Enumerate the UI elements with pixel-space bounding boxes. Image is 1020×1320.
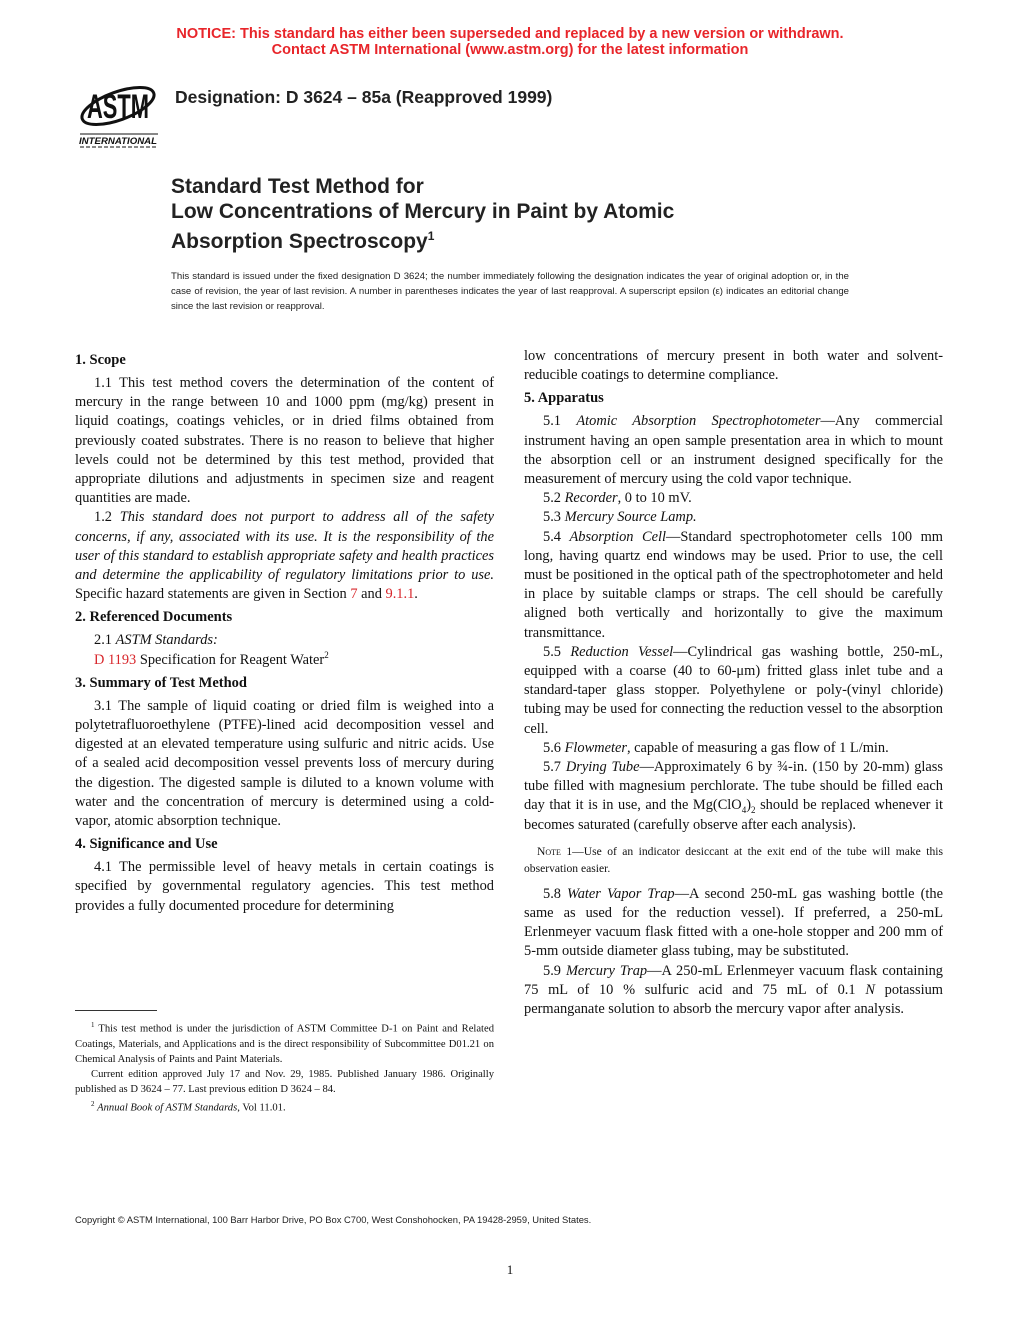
document-title [171, 174, 674, 254]
title-line-2: Low Concentrations of Mercury in Paint by Atomic [171, 200, 675, 223]
paragraph [75, 508, 494, 604]
text-run: This test method is under the jurisdiction of ASTM Committee D-1 on Paint and Related Coatings, Materials, and Applications and is the direct responsibility of Subcommittee D01.21 on Chemical Analysis of Paints and Paint Materials. [75, 1023, 494, 1065]
text-run: 5.2 [543, 490, 565, 507]
text-run: Absorption Cell [569, 528, 666, 545]
text-run: —Approximately 6 by ¾-in. (150 by 20-mm) glass tube filled with magnesium perchlorate. The tube should be filled each day that it is in use, and the Mg(ClO [524, 759, 944, 814]
paragraph [75, 858, 494, 916]
text-run: Note 1 [537, 844, 573, 858]
text-run: 2 [91, 1099, 95, 1108]
cross-reference-link[interactable]: D 1193 [94, 651, 137, 668]
section-heading: 2. Referenced Documents [75, 609, 233, 626]
text-run: ASTM Standards: [115, 632, 218, 649]
text-run: Water Vapor Trap [567, 885, 675, 902]
paragraph [524, 508, 943, 527]
text-run: —Any commercial instrument having an open sample presentation area in which to mount the absorption cell or an instrument designed specifically for the measurement of mercury using the cold vapor technique. [524, 413, 943, 488]
text-run: , Vol 11.01. [237, 1102, 286, 1114]
title-line-3 [171, 224, 674, 254]
text-run: and [357, 586, 386, 603]
right-column [524, 347, 943, 1019]
text-run: 5.1 [543, 413, 577, 430]
paragraph [75, 374, 494, 508]
paragraph [75, 631, 494, 650]
text-run: Current edition approved July 17 and Nov. 29, 1985. Published January 1986. Originally published as D 3624 – 77. Last previous edition D 3624 – 84. [75, 1068, 494, 1095]
paragraph [75, 697, 494, 831]
paragraph [524, 962, 943, 1020]
paragraph [524, 739, 943, 758]
text-run: , 0 to 10 mV. [617, 490, 692, 507]
text-run: Mercury Trap [565, 962, 648, 979]
paragraph [75, 651, 494, 670]
text-run: —Standard spectrophotometer cells 100 mm long, having quartz end windows may be used. Prior to use, the cell must be positioned in the optical path of the spectrophotometer and held in place by suitable clamps or straps. The cell should be carefully aligned both vertically and horizontally to give the maximum transmittance. [524, 528, 943, 641]
text-run: 1.2 [94, 509, 120, 526]
issued-note: This standard is issued under the fixed designation D 3624; the number immediately following the designation indicates the year of original adoption or, in the case of revision, the year of last revision. A number in parentheses indicates the year of last reapproval. A superscript epsilon (ε) indicates an editorial change since the last revision or reapproval. [171, 271, 849, 312]
text-run: 5.5 [543, 643, 571, 660]
text-run: 1.1 This test method covers the determination of the content of mercury in the range between 10 and 1000 ppm (mg/kg) present in liquid coatings, coatings vehicles, or in dried films obtained from previously coated substrates. There is no reason to believe that higher levels could not be determined by this test method, provided that appropriate dilutions and adjustments in specimen size and reagent quantities are made. [75, 375, 494, 507]
text-run: potassium permanganate solution to absorb the mercury vapor after analysis. [524, 981, 943, 1018]
text-run: 4 [741, 805, 747, 816]
text-run: 4.1 The permissible level of heavy metals in certain coatings is specified by governmental regulatory agencies. This test method provides a fully documented procedure for determining [75, 859, 494, 914]
svg-text:ASTM: ASTM [87, 88, 149, 126]
section-heading: 5. Apparatus [524, 390, 604, 407]
text-run: 2.1 [94, 632, 116, 649]
text-run: —A 250-mL Erlenmeyer vacuum flask containing 75 mL of 10 % sulfuric acid and 75 mL of 0.1 [524, 962, 943, 998]
text-run: 5.7 [543, 759, 566, 776]
text-run: 2 [750, 805, 756, 816]
text-run: . [414, 586, 418, 603]
text-run: 5.8 [543, 885, 568, 902]
left-column [75, 347, 494, 916]
text-run: N [865, 981, 875, 998]
text-run: Drying Tube [565, 759, 640, 776]
copyright: Copyright © ASTM International, 100 Barr Harbor Drive, PO Box C700, West Conshohocken, PA 19428-2959, United States. [75, 1214, 592, 1225]
svg-text:INTERNATIONAL: INTERNATIONAL [79, 136, 157, 146]
section-heading: 1. Scope [75, 352, 126, 368]
cross-reference-link[interactable]: 7 [350, 586, 358, 603]
text-run: should be replaced whenever it becomes saturated (carefully observe after each analysis). [524, 797, 943, 833]
text-run: Flowmeter [564, 739, 627, 756]
supersede-notice [0, 26, 1020, 58]
footnotes [75, 1018, 494, 1115]
paragraph [524, 758, 943, 835]
text-run: 5.3 [543, 509, 565, 526]
text-run: —A second 250-mL gas washing bottle (the same as used for the reduction vessel). If preferred, a 250-mL Erlenmeyer vacuum flask fitted with a one-hole stopper and 200 mm of 5-mm outside diameter glass tubing, may be substituted. [524, 885, 943, 960]
title-line-3-text: Absorption Spectroscopy [171, 230, 428, 253]
text-run: —Cylindrical gas washing bottle, 250-mL, equipped with a coarse (40 to 60-μm) fritted glass inlet tube and a standard-taper glass stopper. Polyethylene or poly-(vinyl chloride) tubing may be used for connecting the reduction vessel to the absorption cell. [524, 643, 943, 737]
notice-line-2: Contact ASTM International (www.astm.org) for the latest information [271, 42, 749, 58]
paragraph [524, 643, 943, 739]
title-footnote-mark: 1 [427, 229, 435, 243]
paragraph [524, 489, 943, 508]
text-run: 2 [324, 649, 329, 660]
designation: Designation: D 3624 – 85a (Reapproved 1999) [175, 87, 553, 107]
text-run: Mercury Source Lamp. [564, 509, 697, 526]
text-run: This standard does not purport to address all of the safety concerns, if any, associated with its use. It is the responsibility of the user of this standard to establish appropriate safety and health practices and determine the applicability of regulatory limitations prior to use. [75, 509, 494, 584]
text-run: —Use of an indicator desiccant at the exit end of the tube will make this observation easier. [524, 844, 943, 875]
note [524, 843, 943, 877]
title-line-1: Standard Test Method for [171, 175, 424, 198]
text-run: Specification for Reagent Water [136, 651, 325, 668]
text-run: Reduction Vessel [570, 643, 674, 660]
text-run: 3.1 The sample of liquid coating or dried film is weighed into a polytetrafluoroethylene (PTFE)-lined acid decomposition vessel and digested at an elevated temperature using sulfuric and nitric acids. Use of a sealed acid decomposition vessel prevents loss of mercury during the digestion. The digested sample is diluted to a known volume with water and the concentration of mercury is determined using a cold-vapor, atomic absorption technique. [75, 697, 494, 830]
paragraph [524, 885, 943, 962]
cross-reference-link[interactable]: 9.1.1 [385, 586, 415, 603]
section-heading: 4. Significance and Use [75, 836, 218, 853]
page-number: 1 [506, 1262, 514, 1277]
footnote [75, 1067, 494, 1097]
text-run: 5.4 [543, 528, 570, 545]
paragraph [524, 528, 943, 643]
footnote-divider [75, 1010, 157, 1011]
astm-logo [78, 74, 160, 148]
text-run: , capable of measuring a gas flow of 1 L/min. [626, 739, 889, 756]
text-run: 1 [91, 1021, 95, 1029]
text-run: 5.6 [543, 739, 565, 756]
section-heading: 3. Summary of Test Method [75, 674, 247, 691]
footnote [75, 1097, 494, 1116]
notice-line-1: NOTICE: This standard has either been superseded and replaced by a new version or withdrawn. [176, 26, 844, 42]
text-run: ) [746, 797, 751, 814]
text-run: Annual Book of ASTM Standards [97, 1102, 238, 1114]
footnote [75, 1018, 494, 1067]
text-run: Recorder [564, 490, 618, 507]
paragraph [524, 412, 943, 489]
paragraph [524, 347, 943, 385]
text-run: 5.9 [543, 962, 566, 979]
text-run: Atomic Absorption Spectrophotometer [576, 413, 821, 430]
text-run: low concentrations of mercury present in both water and solvent-reducible coatings to determine compliance. [524, 348, 943, 384]
text-run: Specific hazard statements are given in Section [75, 586, 351, 603]
